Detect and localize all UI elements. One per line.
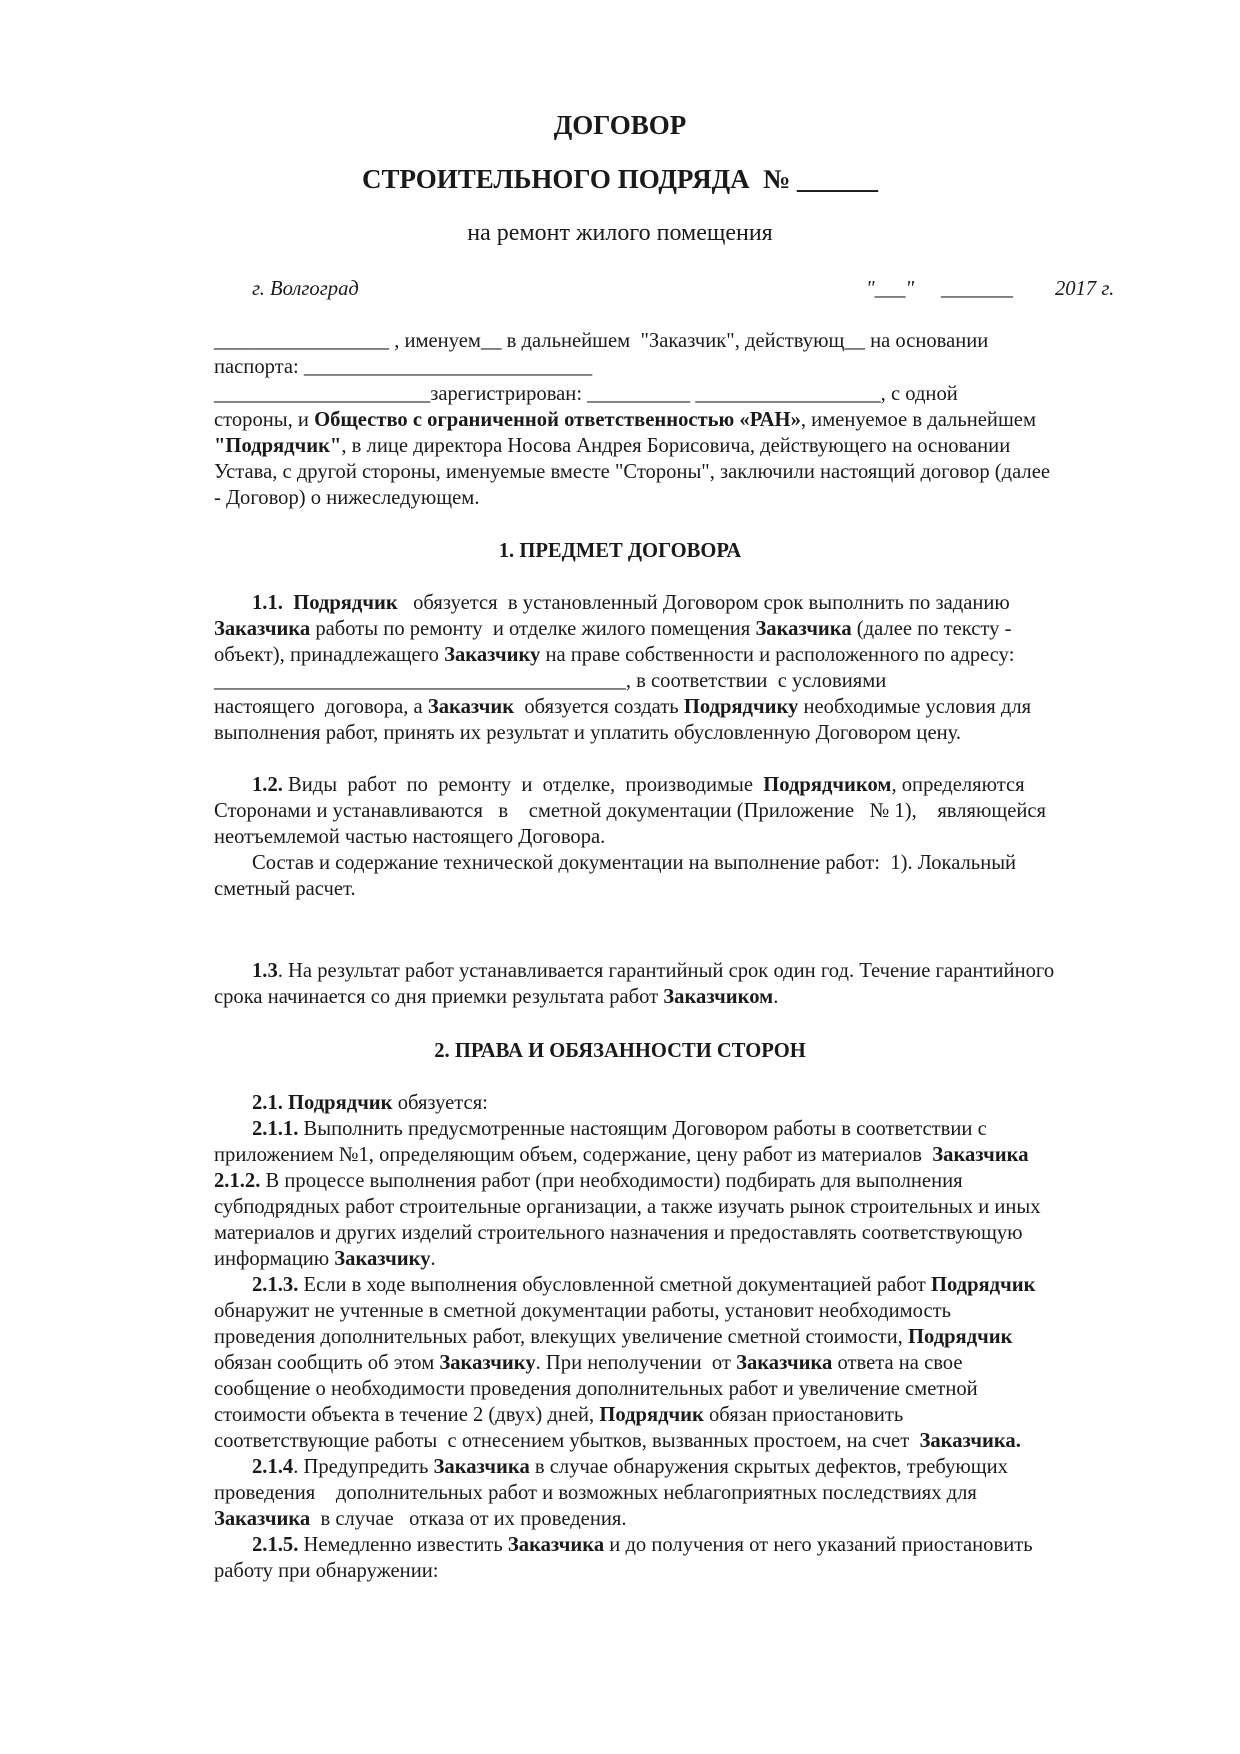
clause-1-2-line: Состав и содержание технической документации на выполнение работ: 1). Локальный	[252, 852, 1017, 874]
text: необходимые условия для	[798, 696, 1032, 718]
preamble-line: - Договор) о нижеследующем.	[214, 487, 480, 509]
clause-2-1	[252, 1090, 488, 1116]
term: Заказчик	[427, 696, 515, 718]
date-month: _______	[941, 278, 1014, 300]
text: стороны, и	[214, 409, 315, 431]
term: Заказчика	[507, 1534, 605, 1556]
text: . Предупредить	[293, 1456, 434, 1478]
term: Подрядчик	[599, 1404, 704, 1426]
clause-1-2-line: неотъемлемой частью настоящего Договора.	[214, 826, 606, 848]
clause-2-1-3-line	[214, 1428, 1021, 1454]
text: , определяются	[891, 774, 1025, 796]
text: обязуется создать	[514, 696, 684, 718]
text: и до получения от него указаний приостановить	[604, 1534, 1033, 1556]
clause-2-1-4	[252, 1454, 1008, 1480]
term: Заказчика	[755, 618, 852, 640]
date-year: 2017 г.	[1055, 278, 1115, 300]
term: Заказчику	[334, 1248, 431, 1270]
clause-1-1	[252, 590, 1010, 616]
contractor-company-name: Общество с ограниченной ответственностью «РАН»	[314, 409, 801, 431]
clause-1-1-line: ________________________________________, в соответствии с условиями	[214, 670, 887, 692]
text: приложением №1, определяющим объем, содержание, цену работ из материалов	[214, 1144, 933, 1166]
clause-2-1-2	[214, 1168, 963, 1194]
clause-1-1-line	[214, 616, 1011, 642]
clause-2-1-1	[252, 1116, 987, 1142]
clause-2-1-4-line: проведения дополнительных работ и возможных неблагоприятных последствиях для	[214, 1482, 977, 1504]
clause-1-2-line: Сторонами и устанавливаются в сметной документации (Приложение № 1), являющейся	[214, 800, 1047, 822]
text: . На результат работ устанавливается гарантийный срок один год. Течение гарантийного	[277, 960, 1055, 982]
text: .	[773, 986, 779, 1008]
preamble-line	[214, 433, 1010, 459]
term: Заказчику	[439, 1352, 536, 1374]
term: Заказчика	[736, 1352, 833, 1374]
clause-1-3-line	[214, 984, 778, 1010]
clause-number: 2.1. Подрядчик	[252, 1092, 393, 1114]
clause-2-1-1-line	[214, 1142, 1029, 1168]
text: Немедленно известить	[298, 1534, 508, 1556]
term: Заказчика	[932, 1144, 1029, 1166]
clause-number: 2.1.1.	[252, 1118, 299, 1140]
city: г. Волгоград	[252, 278, 359, 300]
section-1-heading: 1. ПРЕДМЕТ ДОГОВОРА	[498, 540, 742, 562]
clause-2-1-3-line	[214, 1350, 962, 1376]
text: настоящего договора, а	[214, 696, 428, 718]
text: обязуется в установленный Договором срок выполнить по заданию	[397, 592, 1010, 614]
text: , именуемое в дальнейшем	[800, 409, 1036, 431]
term: Заказчика	[433, 1456, 530, 1478]
text: срока начинается со дня приемки результата работ	[214, 986, 664, 1008]
text: Если в ходе выполнения обусловленной сметной документацией работ	[298, 1274, 931, 1296]
clause-2-1-3-line	[214, 1402, 903, 1428]
text: работы по ремонту и отделке жилого помещения	[310, 618, 756, 640]
preamble-line: Устава, с другой стороны, именуемые вместе "Стороны", заключили настоящий договор (далее	[214, 461, 1050, 483]
clause-2-1-5	[252, 1532, 1033, 1558]
clause-number: 2.1.2.	[214, 1170, 261, 1192]
clause-2-1-2-line: субподрядных работ строительные организации, а также изучать рынок строительных и иных	[214, 1196, 1041, 1218]
text: (далее по тексту -	[851, 618, 1012, 640]
text: Виды работ по ремонту и отделке, производимые	[282, 774, 764, 796]
clause-number: 1.1. Подрядчик	[252, 592, 398, 614]
clause-2-1-5-line: работу при обнаружении:	[214, 1560, 439, 1582]
clause-number: 2.1.4	[252, 1456, 294, 1478]
clause-1-2-line: сметный расчет.	[214, 878, 356, 900]
clause-2-1-3-line: сообщение о необходимости проведения дополнительных работ и увеличение сметной	[214, 1378, 978, 1400]
text: В процессе выполнения работ (при необходимости) подбирать для выполнения	[260, 1170, 963, 1192]
text: обязан сообщить об этом	[214, 1352, 440, 1374]
text: информацию	[214, 1248, 335, 1270]
clause-2-1-2-line	[214, 1246, 436, 1272]
text: на праве собственности и расположенного по адресу:	[540, 644, 1015, 666]
text: обязан приостановить	[703, 1404, 904, 1426]
clause-2-1-3	[252, 1272, 1035, 1298]
clause-2-1-3-line: обнаружит не учтенные в сметной документации работы, установит необходимость	[214, 1300, 951, 1322]
term: Заказчиком	[663, 986, 774, 1008]
clause-2-1-2-line: материалов и других изделий строительного назначения и предоставлять соответствующую	[214, 1222, 1023, 1244]
contractor-term: "Подрядчик"	[214, 435, 342, 457]
clause-1-1-line: выполнения работ, принять их результат и уплатить обусловленную Договором цену.	[214, 722, 961, 744]
clause-number: 1.2.	[252, 774, 283, 796]
document-title: ДОГОВОР	[553, 110, 687, 140]
term: Подрядчику	[683, 696, 799, 718]
preamble-line: паспорта: ____________________________	[214, 356, 593, 378]
clause-2-1-4-line	[214, 1506, 626, 1532]
term: Заказчику	[444, 644, 541, 666]
clause-number: 2.1.3.	[252, 1274, 299, 1296]
clause-1-3	[252, 958, 1054, 984]
section-2-heading: 2. ПРАВА И ОБЯЗАННОСТИ СТОРОН	[434, 1040, 806, 1062]
text: обязуется:	[392, 1092, 488, 1114]
term: Подрядчик	[930, 1274, 1036, 1296]
document-subtitle: на ремонт жилого помещения	[467, 220, 773, 246]
clause-1-1-line	[214, 642, 1014, 668]
clause-number: 2.1.5.	[252, 1534, 299, 1556]
text: . При неполучении от	[535, 1352, 737, 1374]
text: стоимости объекта в течение 2 (двух) дней,	[214, 1404, 600, 1426]
clause-1-1-line	[214, 694, 1031, 720]
text: соответствующие работы с отнесением убытков, вызванных простоем, на счет	[214, 1430, 920, 1452]
term: Заказчика.	[919, 1430, 1021, 1452]
text: Выполнить предусмотренные настоящим Договором работы в соответствии с	[298, 1118, 987, 1140]
term: Подрядчиком	[763, 774, 892, 796]
text: , в лице директора Носова Андрея Борисовича, действующего на основании	[341, 435, 1011, 457]
clause-number: 1.3	[252, 960, 278, 982]
text: в случае обнаружения скрытых дефектов, требующих	[529, 1456, 1008, 1478]
term: Подрядчик	[907, 1326, 1013, 1348]
term: Заказчика	[214, 618, 311, 640]
date-day: "___"	[866, 278, 915, 300]
text: проведения дополнительных работ, влекущих увеличение сметной стоимости,	[214, 1326, 908, 1348]
preamble-line: _________________ , именуем__ в дальнейшем "Заказчик", действующ__ на основании	[214, 330, 989, 352]
text: объект), принадлежащего	[214, 644, 445, 666]
preamble-line	[214, 407, 1036, 433]
text: ответа на свое	[832, 1352, 963, 1374]
term: Заказчика	[214, 1508, 311, 1530]
document-title-contract-type: СТРОИТЕЛЬНОГО ПОДРЯДА № ______	[361, 164, 879, 194]
clause-2-1-3-line	[214, 1324, 1012, 1350]
text: в случае отказа от их проведения.	[310, 1508, 627, 1530]
preamble-line: _____________________зарегистрирован: __________ __________________, с одной	[214, 383, 958, 405]
clause-1-2	[252, 772, 1025, 798]
text: .	[430, 1248, 436, 1270]
